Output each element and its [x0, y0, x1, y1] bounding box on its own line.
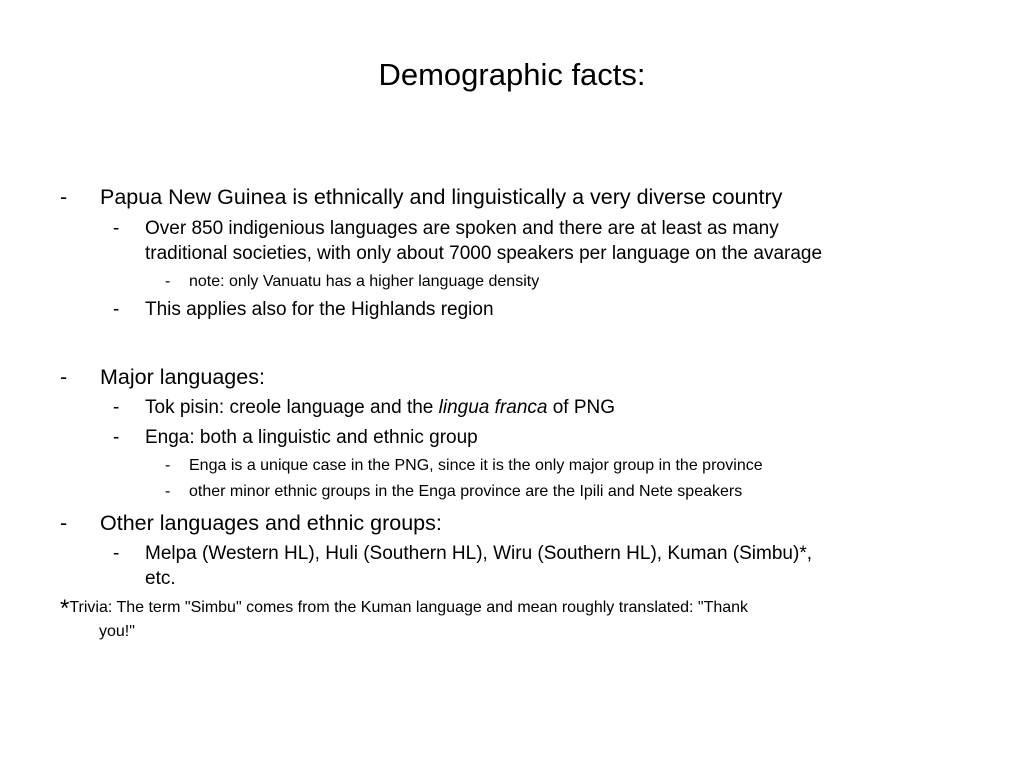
bullet-text: This applies also for the Highlands region — [145, 299, 494, 320]
bullet-dash: - — [60, 185, 68, 209]
bullet-dash: - — [113, 218, 120, 239]
bullet-text — [145, 395, 615, 420]
bullet-dash: - — [113, 427, 120, 448]
slide-title: Demographic facts: — [378, 57, 646, 92]
footnote-asterisk: * — [60, 595, 70, 622]
bullet-dash: - — [60, 365, 68, 389]
bullet-dash: - — [60, 511, 68, 535]
footnote-text-line2: you!" — [99, 623, 135, 640]
footnote-trivia — [60, 595, 940, 640]
bullet-dash: - — [165, 273, 171, 290]
bullet-text: Other languages and ethnic groups: — [100, 511, 442, 535]
bullet-text: note: only Vanuatu has a higher language density — [189, 273, 540, 290]
bullet-text-before: Tok pisin: creole language and the — [145, 397, 439, 418]
bullet-dash: - — [113, 543, 120, 564]
bullet-text-after: of PNG — [547, 397, 616, 418]
bullet-text: Major languages: — [100, 365, 265, 389]
bullet-text: Enga is a unique case in the PNG, since it is the only major group in the province — [189, 457, 763, 474]
bullet-text-line1: Melpa (Western HL), Huli (Southern HL), Wiru (Southern HL), Kuman (Simbu)*, — [145, 543, 812, 564]
bullet-text-line1: Over 850 indigenious languages are spoken and there are at least as many — [145, 218, 779, 239]
bullet-text-line2: etc. — [145, 568, 176, 589]
bullet-text: other minor ethnic groups in the Enga province are the Ipili and Nete speakers — [189, 483, 743, 500]
bullet-text: Papua New Guinea is ethnically and linguistically a very diverse country — [100, 185, 783, 209]
bullet-dash: - — [165, 457, 171, 474]
bullet-dash: - — [113, 299, 120, 320]
bullet-dash: - — [165, 483, 171, 500]
bullet-text-line2: traditional societies, with only about 7000 speakers per language on the avarage — [145, 243, 823, 264]
footnote-text-line1: Trivia: The term "Simbu" comes from the Kuman language and mean roughly translated: "Thank — [69, 599, 749, 616]
bullet-text: Enga: both a linguistic and ethnic group — [145, 427, 478, 448]
bullet-text-italic: lingua franca — [438, 397, 548, 418]
bullet-dash: - — [113, 397, 120, 418]
